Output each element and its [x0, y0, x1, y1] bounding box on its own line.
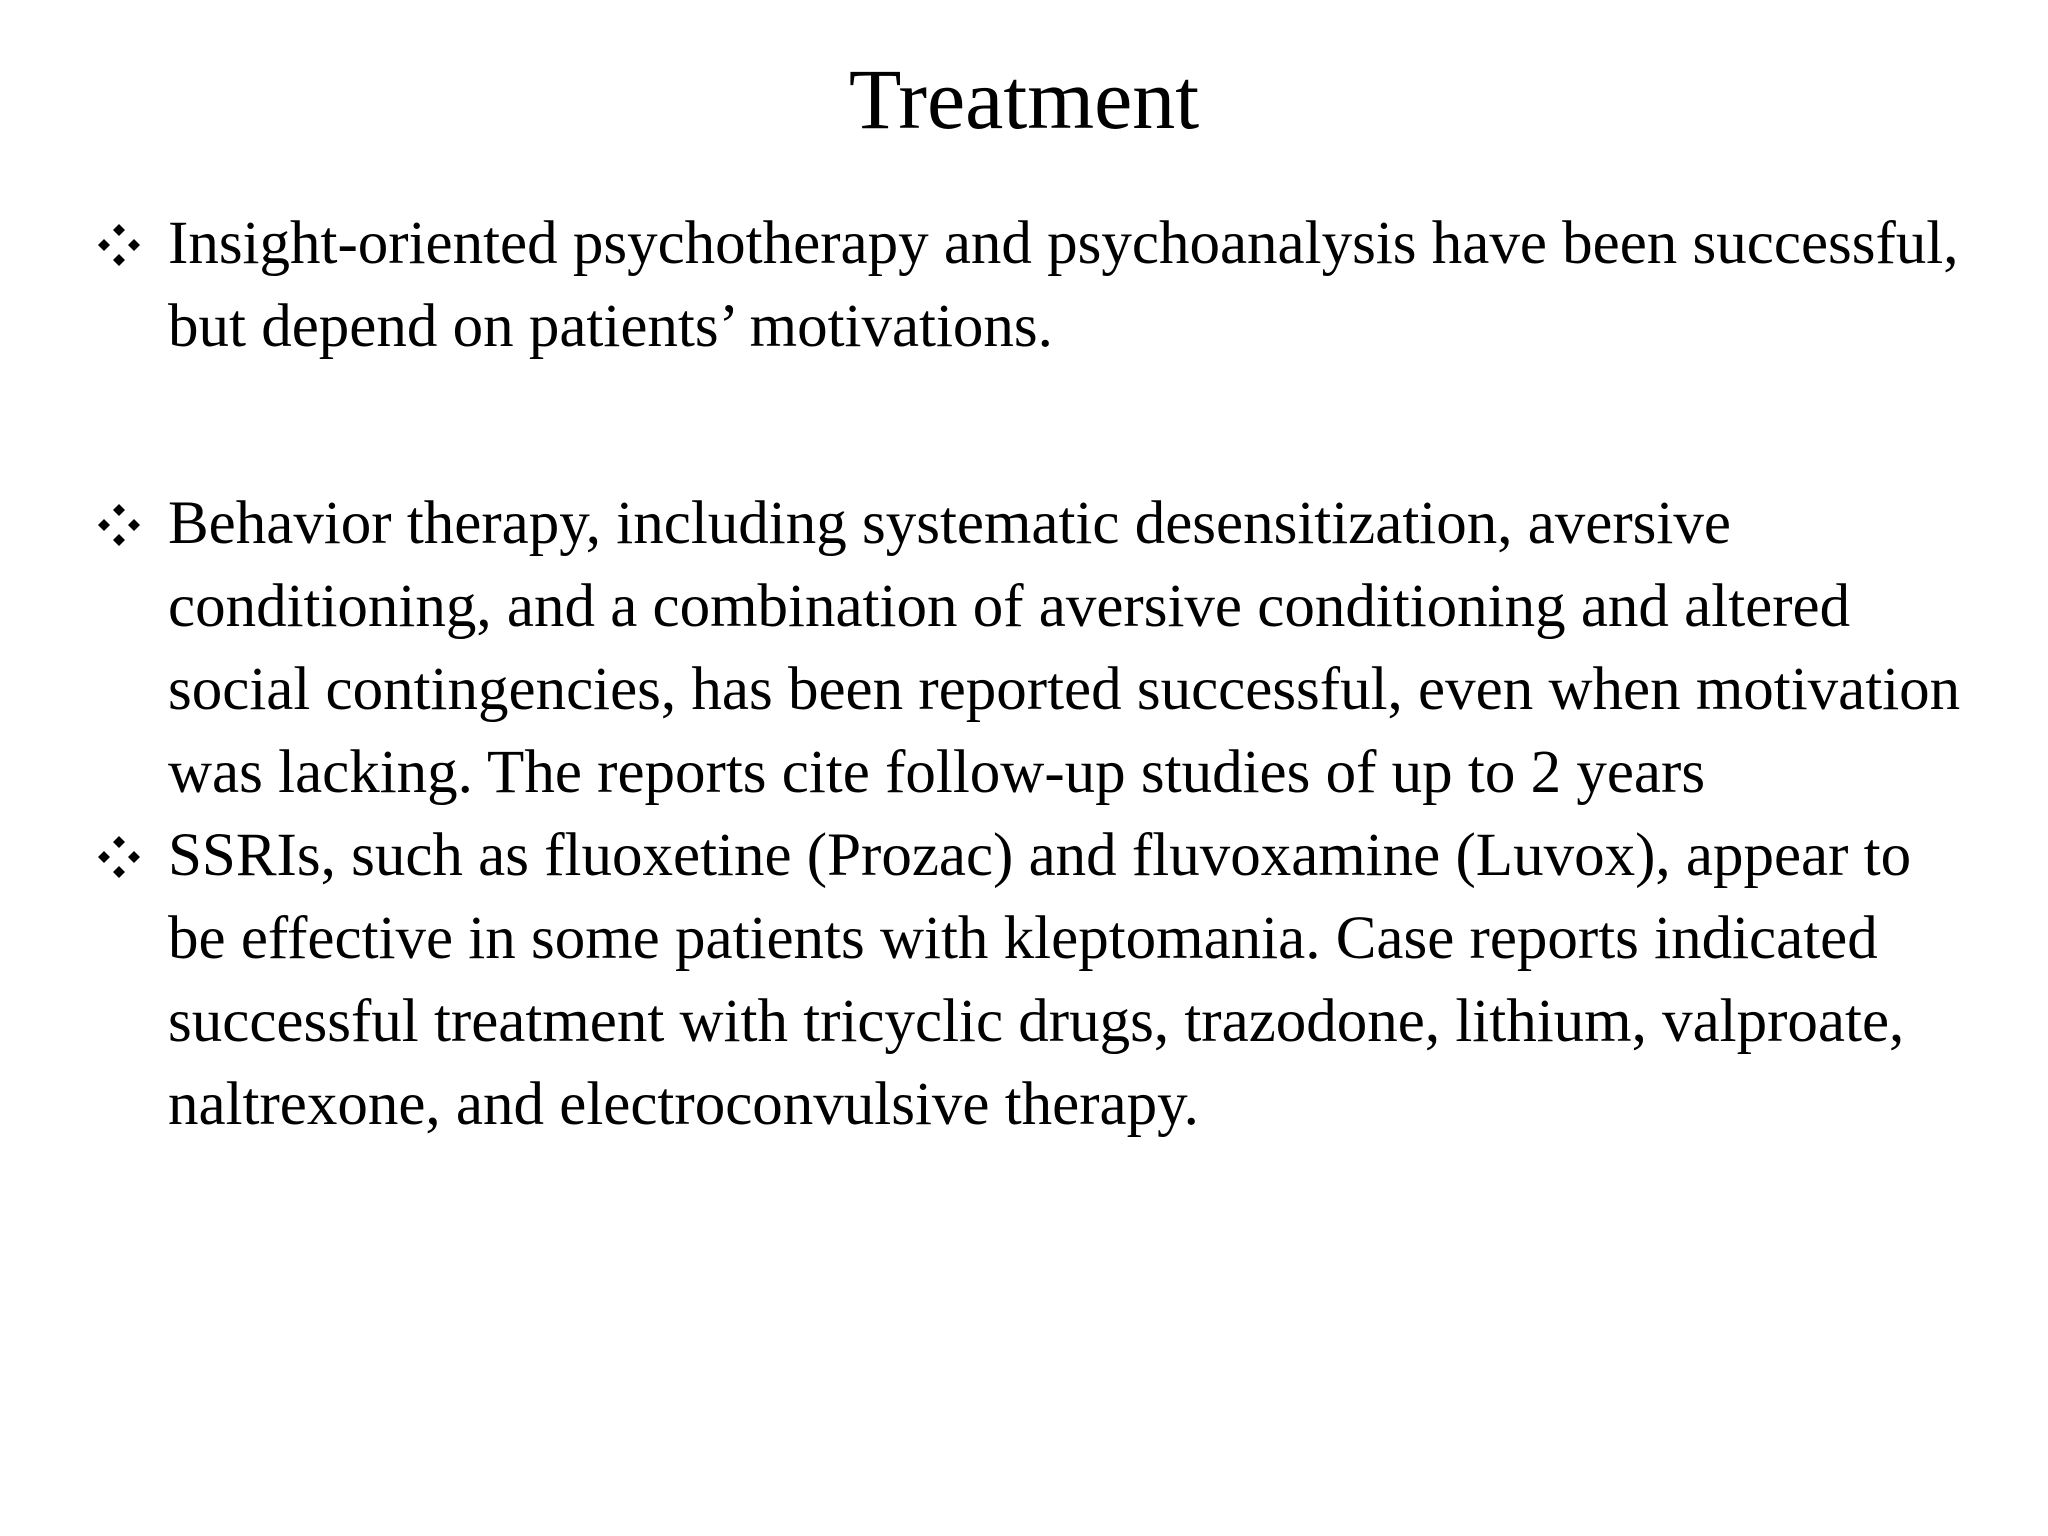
- bullet-text: SSRIs, such as fluoxetine (Prozac) and fluvoxamine (Luvox), appear to be effective in some patients with kleptomania. Case reports indicated successful treatment with tricyclic drugs, trazodone, lithium, valproate, naltrexone, and electroconvulsive therapy.: [168, 822, 1912, 1138]
- bullet-list: [96, 202, 1976, 1146]
- four-diamond-bullet-icon: [96, 502, 142, 548]
- bullet-item: [96, 202, 1976, 368]
- four-diamond-bullet-icon: [96, 834, 142, 880]
- four-diamond-bullet-icon: [96, 222, 142, 268]
- bullet-item: [96, 482, 1976, 814]
- bullet-text: Insight-oriented psychotherapy and psychoanalysis have been successful, but depend on patients’ motivations.: [168, 210, 1959, 360]
- slide-title: Treatment: [848, 51, 1200, 147]
- bullet-text: Behavior therapy, including systematic desensitization, aversive conditioning, and a combination of aversive conditioning and altered social contingencies, has been reported successful, even when motivation was lacking. The reports cite follow-up studies of up to 2 years: [168, 490, 1961, 806]
- bullet-item: [96, 814, 1976, 1146]
